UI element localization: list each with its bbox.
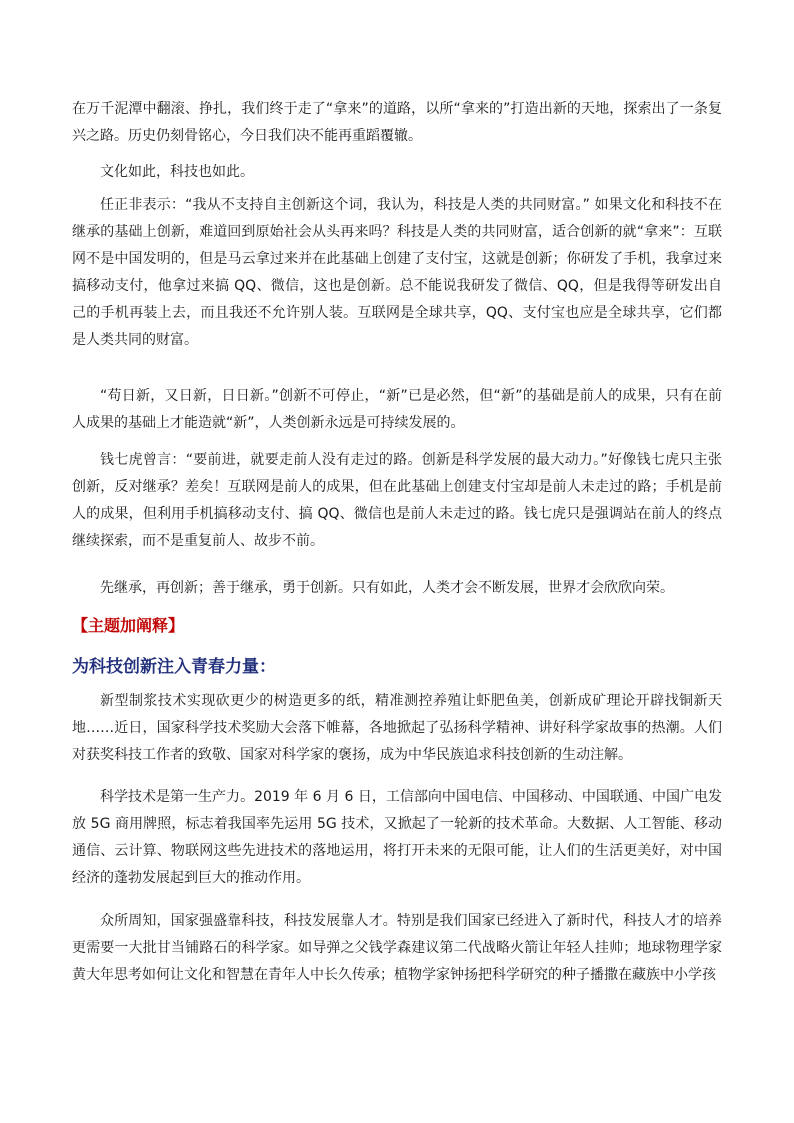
sub-heading: 为科技创新注入青春力量： bbox=[72, 657, 276, 677]
paragraph-tech-award: 新型制浆技术实现砍更少的树造更多的纸，精准测控养殖让虾肥鱼美，创新成矿理论开辟找铜新天地……近日，国家科学技术奖励大会落下帷幕，各地掀起了弘扬科学精神、讲好科学家故事的热潮。人们对获奖科技工作者的致敬、国家对科学家的褒扬，成为中华民族追求科技创新的生动注解。 bbox=[72, 693, 722, 763]
paragraph-qian-qihu: 钱七虎曾言：“要前进，就要走前人没有走过的路。创新是科学发展的最大动力。”好像钱七虎只主张创新，反对继承？差矣！互联网是前人的成果，但在此基础上创建支付宝却是前人未走过的路；手机是前人的成果，但利用手机搞移动支付、搞 QQ、微信也是前人未走过的路。钱七虎只是强调站在前人的终点继续探索，而不是重复前人、故步不前。 bbox=[72, 452, 722, 549]
paragraph-culture-tech: 文化如此，科技也如此。 bbox=[100, 164, 254, 180]
paragraph-talent: 众所周知，国家强盛靠科技，科技发展靠人才。特别是我们国家已经进入了新时代，科技人才的培养更需要一大批甘当铺路石的科学家。如导弹之父钱学森建议第二代战略火箭让年轻人挂帅；地球物理学家黄大年思考如何让文化和智慧在青年人中长久传承；植物学家钟扬把科学研究的种子播撒在藏族中小学孩 bbox=[72, 913, 722, 983]
paragraph-5g: 科学技术是第一生产力。2019 年 6 月 6 日，工信部向中国电信、中国移动、中国联通、中国广电发放 5G 商用牌照，标志着我国率先运用 5G 技术，又掀起了一轮新的技术革命。大数据、人工智能、移动通信、云计算、物联网这些先进技术的落地运用，将打开未来的无限可能，让人们的生活更美好，对中国经济的蓬勃发展起到巨大的推动作用。 bbox=[72, 789, 722, 886]
paragraph-gou-ri-xin: “苟日新，又日新，日日新。”创新不可停止，“新”已是必然，但“新”的基础是前人的成果，只有在前人成果的基础上才能造就“新”，人类创新永远是可持续发展的。 bbox=[72, 388, 722, 431]
paragraph-ren-zhengfei: 任正非表示：“我从不支持自主创新这个词，我认为，科技是人类的共同财富。” 如果文化和科技不在继承的基础上创新，难道回到原始社会从头再来吗？科技是人类的共同财富，适合创新的就“拿来”：互联网不是中国发明的，但是马云拿过来并在此基础上创建了支付宝，这就是创新；你研发了手机，我拿过来搞移动支付，他拿过来搞 QQ、微信，这也是创新。总不能说我研发了微信、QQ，但是我得等研发出自己的手机再装上去，而且我还不允许别人装。互联网是全球共享，QQ、支付宝也应是全球共享，它们都是人类共同的财富。 bbox=[72, 197, 722, 348]
section-heading: 【主题加阐释】 bbox=[72, 616, 185, 635]
paragraph-conclusion: 先继承，再创新；善于继承，勇于创新。只有如此，人类才会不断发展，世界才会欣欣向荣。 bbox=[100, 580, 674, 596]
paragraph-intro: 在万千泥潭中翻滚、挣扎，我们终于走了“拿来”的道路，以所“拿来的”打造出新的天地，探索出了一条复兴之路。历史仍刻骨铭心，今日我们决不能再重蹈覆辙。 bbox=[72, 101, 722, 144]
